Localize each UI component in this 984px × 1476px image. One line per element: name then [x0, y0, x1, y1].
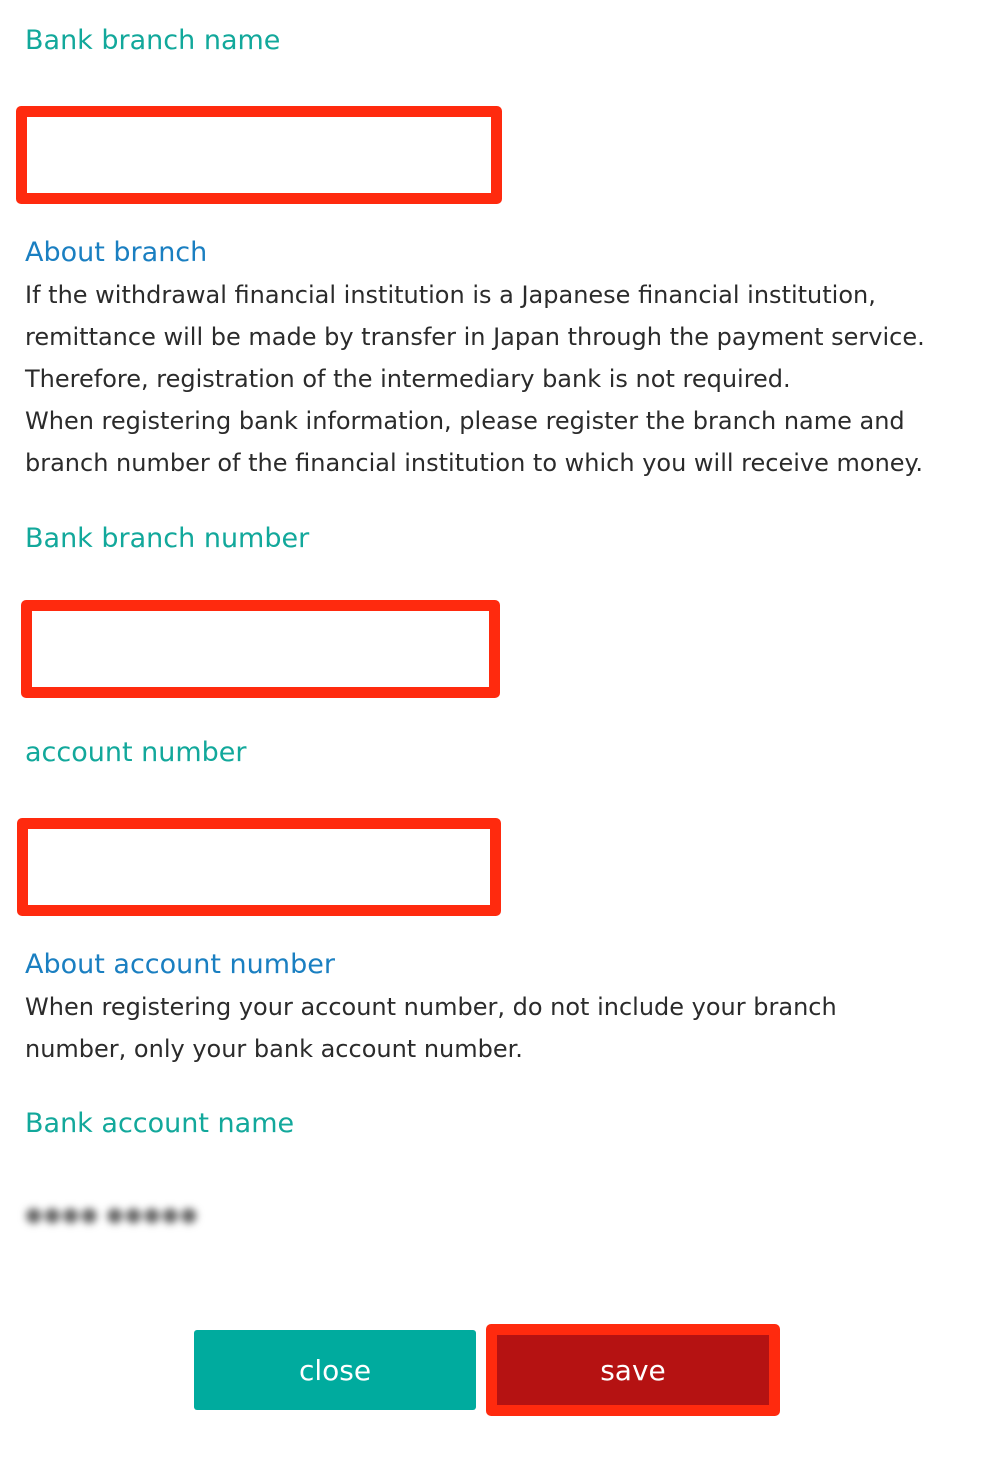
about-account-number-line: When registering your account number, do not include your branch: [25, 993, 837, 1021]
close-button[interactable]: close: [194, 1330, 476, 1410]
about-branch-line: branch number of the financial institution to which you will receive money.: [25, 449, 923, 477]
about-branch-text: [25, 274, 965, 484]
about-branch-line: remittance will be made by transfer in Japan through the payment service.: [25, 323, 925, 351]
about-account-number-heading: About account number: [25, 949, 335, 980]
about-branch-line: Therefore, registration of the intermediary bank is not required.: [25, 365, 791, 393]
branch-number-input[interactable]: [32, 611, 489, 687]
branch-number-field-wrapper: [21, 600, 500, 698]
save-button-highlight: [486, 1324, 780, 1416]
about-branch-line: When registering bank information, please register the branch name and: [25, 407, 905, 435]
branch-name-input[interactable]: [27, 117, 491, 193]
redacted-text: ●●●● ●●●●●: [25, 1202, 199, 1226]
branch-name-field-wrapper: [16, 106, 502, 204]
branch-name-label: Bank branch name: [25, 25, 281, 56]
branch-number-label: Bank branch number: [25, 523, 310, 554]
about-account-number-line: number, only your bank account number.: [25, 1035, 523, 1063]
account-name-value-redacted: [25, 1200, 199, 1236]
account-number-field-wrapper: [17, 818, 501, 916]
about-branch-line: If the withdrawal financial institution is a Japanese financial institution,: [25, 281, 876, 309]
account-name-label: Bank account name: [25, 1108, 295, 1139]
save-button[interactable]: save: [497, 1335, 769, 1405]
about-account-number-text: [25, 986, 965, 1070]
account-number-input[interactable]: [28, 829, 490, 905]
about-branch-heading: About branch: [25, 237, 208, 268]
account-number-label: account number: [25, 737, 247, 768]
